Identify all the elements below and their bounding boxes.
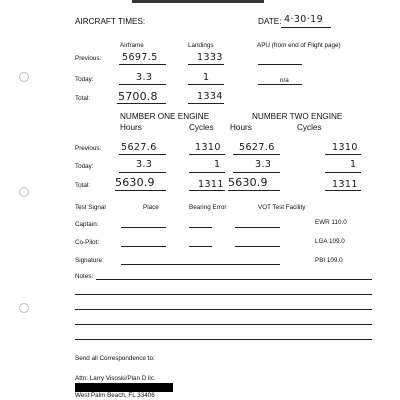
- binder-hole-middle: [19, 187, 29, 197]
- previous-airframe-value: 5697.5: [122, 52, 158, 63]
- captain-bearing-line: [189, 227, 212, 228]
- engine1-today-cycles: 1: [214, 159, 221, 170]
- captain-vot-line: [235, 227, 280, 228]
- engine-previous-label: Previous:: [75, 145, 102, 152]
- engine1-total-cycles-line: [189, 190, 225, 191]
- engine1-previous-hours-line: [119, 154, 166, 155]
- today-airframe-value: 3.3: [136, 72, 153, 83]
- engine2-previous-hours: 5627.6: [239, 142, 275, 153]
- notes-line-3: [75, 309, 372, 310]
- airframe-header: Airframe: [120, 42, 144, 49]
- today-airframe-line: [119, 84, 166, 85]
- engine-one-cycles-header: Cycles: [189, 123, 214, 132]
- copilot-vot-line: [235, 246, 280, 247]
- copilot-label: Co-Pilot:: [75, 239, 100, 246]
- copilot-bearing-line: [189, 246, 212, 247]
- binder-hole-top: [19, 72, 29, 82]
- total-landings-value: 1334: [197, 91, 223, 102]
- engine1-total-hours: 5630.9: [115, 176, 155, 189]
- today-landings-line: [188, 84, 224, 85]
- notes-line-5: [75, 339, 372, 340]
- engine1-total-cycles: 1311: [198, 179, 224, 190]
- vot-facility-ewr: EWR 110.0: [315, 219, 347, 226]
- redacted-address: [75, 383, 173, 392]
- engine2-total-hours: 5630.9: [228, 176, 268, 189]
- notes-line-4: [75, 324, 372, 325]
- engine-total-label: Total:: [75, 182, 91, 189]
- vot-facility-header: VOT Test Facility: [258, 204, 306, 211]
- aircraft-today-label: Today:: [75, 76, 94, 83]
- landings-header: Landings: [188, 42, 214, 49]
- vot-facility-pbi: PBI 109.0: [315, 257, 343, 264]
- place-header: Place: [143, 204, 159, 211]
- notes-line-1: [96, 279, 372, 280]
- engine2-total-hours-line: [228, 190, 280, 191]
- previous-airframe-line: [119, 64, 166, 65]
- copilot-place-line: [121, 246, 166, 247]
- engine2-previous-cycles: 1310: [332, 142, 358, 153]
- total-airframe-value: 5700.8: [118, 90, 158, 103]
- engine2-today-hours: 3.3: [255, 159, 272, 170]
- engine-two-title: NUMBER TWO ENGINE: [252, 112, 343, 121]
- total-airframe-line: [117, 103, 166, 104]
- engine1-previous-cycles-line: [189, 154, 225, 155]
- previous-apu-line: [258, 64, 302, 65]
- captain-place-line: [121, 227, 166, 228]
- attn-line: Attn: Larry Visoski/Plan D llc.: [75, 375, 156, 382]
- engine1-today-hours: 3.3: [136, 159, 153, 170]
- engine1-today-hours-line: [119, 172, 166, 173]
- engine2-today-cycles-line: [325, 172, 361, 173]
- previous-landings-line: [188, 64, 224, 65]
- previous-landings-value: 1333: [197, 52, 223, 63]
- engine2-today-hours-line: [233, 172, 280, 173]
- engine-two-cycles-header: Cycles: [297, 123, 322, 132]
- engine-one-title: NUMBER ONE ENGINE: [120, 112, 210, 121]
- engine-today-label: Today:: [75, 163, 94, 170]
- captain-label: Captain:: [75, 221, 99, 228]
- today-landings-value: 1: [203, 72, 210, 83]
- total-landings-line: [188, 103, 224, 104]
- engine2-total-cycles-line: [325, 190, 361, 191]
- engine2-previous-hours-line: [233, 154, 280, 155]
- test-signal-header: Test Signal: [75, 204, 106, 211]
- signature-label: Signature:: [75, 257, 104, 264]
- engine2-previous-cycles-line: [325, 154, 361, 155]
- engine1-total-hours-line: [115, 190, 166, 191]
- engine1-previous-hours: 5627.6: [121, 142, 157, 153]
- engine-one-hours-header: Hours: [120, 123, 142, 132]
- signature-line: [121, 264, 280, 265]
- engine1-previous-cycles: 1310: [195, 142, 221, 153]
- date-value: 4·30·19: [284, 14, 324, 25]
- apu-header: APU (from end of Flight page): [257, 42, 341, 49]
- bearing-error-header: Bearing Error: [189, 204, 227, 211]
- date-label: DATE:: [258, 17, 282, 26]
- vot-facility-lga: LGA 109.0: [315, 238, 345, 245]
- notes-line-2: [75, 294, 372, 295]
- aircraft-previous-label: Previous:: [75, 55, 102, 62]
- city-line: West Palm Beach, FL 33406: [75, 392, 155, 399]
- binder-hole-bottom: [19, 303, 29, 313]
- engine-two-hours-header: Hours: [230, 123, 252, 132]
- engine2-today-cycles: 1: [350, 159, 357, 170]
- engine2-total-cycles: 1311: [332, 179, 358, 190]
- today-apu-value: n/a: [280, 77, 289, 84]
- engine1-today-cycles-line: [189, 172, 225, 173]
- aircraft-times-title: AIRCRAFT TIMES:: [75, 17, 146, 26]
- correspondence-label: Send all Correspondence to:: [75, 355, 155, 362]
- cropped-header-remnant: [132, 0, 264, 3]
- notes-label: Notes:: [75, 273, 94, 280]
- aircraft-total-label: Total:: [75, 95, 91, 102]
- date-underline: [281, 27, 331, 28]
